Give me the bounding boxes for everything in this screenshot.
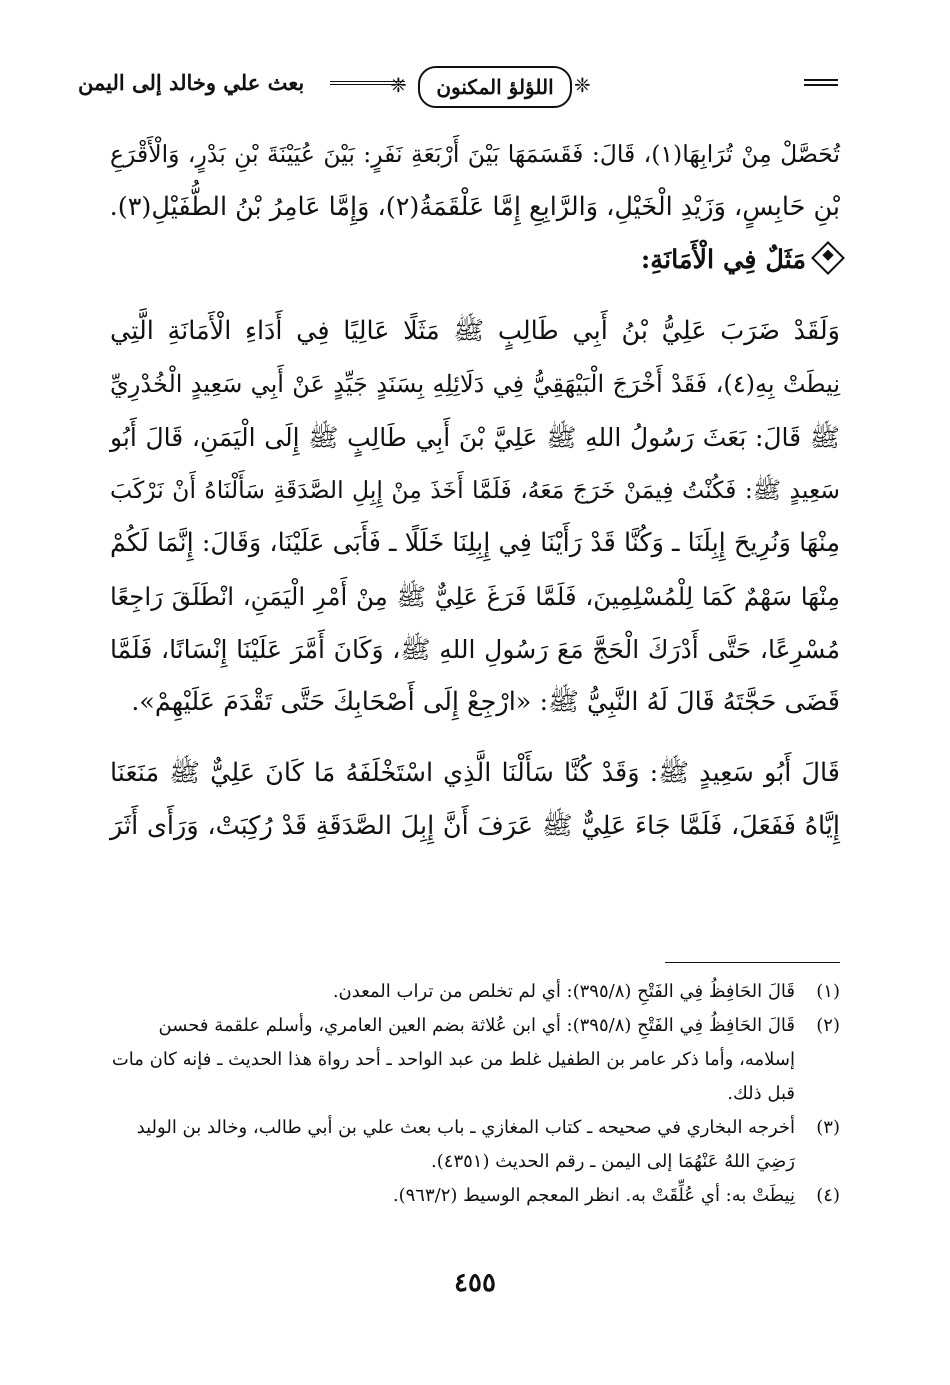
book-title	[418, 66, 572, 108]
footnote-text: قَالَ الحَافِظُ فِي الفَتْحِ (٣٩٥/٨): أي ابن عُلاثة بضم العين العامري، وأسلم علقمة فحسن إسلامه، وأما ذكر عامر بن الطفيل غلط من عبد الواحد ـ أحد رواة هذا الحديث ـ فإنه كان مات قبل ذلك.	[111, 1015, 795, 1104]
footnote	[110, 975, 840, 1009]
text-line: وَلَقَدْ ضَرَبَ عَلِيُّ بْنُ أَبِي طَالِبٍ ﷺ مَثَلًا عَالِيًا فِي أَدَاءِ الْأَمَانَةِ الَّتِي	[110, 316, 840, 346]
section-heading	[110, 234, 840, 287]
main-text	[110, 128, 840, 853]
footnote-separator	[665, 962, 840, 963]
running-header	[78, 66, 838, 106]
footnote-text: أخرجه البخاري في صحيحه ـ كتاب المغازي ـ باب بعث علي بن أبي طالب، وخالد بن الوليد رَضِيَ اللهُ عَنْهُمَا إلى اليمن ـ رقم الحديث (٤٣٥١).	[136, 1117, 795, 1172]
text-line: مُسْرِعًا، حَتَّى أَدْرَكَ الْحَجَّ مَعَ رَسُولِ اللهِ ﷺ، وَكَانَ أَمَّرَ عَلَيْنَا إِنْسَانًا، فَلَمَّا	[110, 635, 840, 664]
footnote-number: (٤)	[816, 1185, 840, 1206]
footnote-number: (١)	[816, 981, 840, 1002]
footnote-number: (٣)	[816, 1117, 840, 1138]
ornament-right-icon: ❈	[574, 73, 591, 97]
page-number: ٤٥٥	[454, 1268, 496, 1298]
text-line: تُحَصَّلْ مِنْ تُرَابِهَا(١)، قَالَ: فَقَسَمَهَا بَيْنَ أَرْبَعَةِ نَفَرٍ: بَيْنَ عُيَيْنَةَ بْنِ بَدْرٍ، وَالْأَقْرَعِ	[110, 140, 840, 168]
ornament-left-icon: ❈	[390, 73, 407, 97]
book-title-text: اللؤلؤ المكنون	[436, 75, 554, 99]
footnote-number: (٢)	[816, 1015, 840, 1036]
text-line: مِنْهَا وَنُرِيحَ إِبِلَنَا ـ وَكُنَّا قَدْ رَأَيْنَا فِي إِبِلِنَا خَلَلًا ـ فَأَبَى عَلَيْنَا، وَقَالَ: إِنَّمَا لَكُمْ	[110, 528, 840, 558]
footnote	[110, 1111, 840, 1179]
text-line: مِنْهَا سَهْمٌ كَمَا لِلْمُسْلِمِينَ، فَلَمَّا فَرَغَ عَلِيٌّ ﷺ مِنْ أَمْرِ الْيَمَنِ، انْطَلَقَ رَاجِعًا	[110, 582, 840, 611]
footnote-text: قَالَ الحَافِظُ فِي الفَتْحِ (٣٩٥/٨): أي لم تخلص من تراب المعدن.	[332, 981, 795, 1002]
section-heading-text: مَثَلٌ فِي الْأَمَانَةِ:	[640, 245, 806, 275]
footnote	[110, 1009, 840, 1111]
chapter-topic: بعث علي وخالد إلى اليمن	[78, 70, 305, 95]
text-line: سَعِيدٍ ﷺ: فَكُنْتُ فِيمَنْ خَرَجَ مَعَهُ، فَلَمَّا أَخَذَ مِنْ إِبِلِ الصَّدَقَةِ سَأَلْنَاهُ أَنْ نَرْكَبَ	[110, 476, 840, 504]
text-line: ﷺ قَالَ: بَعَثَ رَسُولُ اللهِ ﷺ عَلِيَّ بْنَ أَبِي طَالِبٍ ﷺ إِلَى الْيَمَنِ، قَالَ أَبُو	[110, 423, 840, 452]
header-rule-right	[804, 79, 838, 86]
footnotes	[110, 975, 840, 1213]
text-line: إِيَّاهُ فَفَعَلَ، فَلَمَّا جَاءَ عَلِيٌّ ﷺ عَرَفَ أَنَّ إِبِلَ الصَّدَقَةِ قَدْ رُكِبَتْ، وَرَأَى أَثَرَ	[110, 811, 840, 841]
text-line: قَضَى حَجَّتَهُ قَالَ لَهُ النَّبِيُّ ﷺ: «ارْجِعْ إِلَى أَصْحَابِكَ حَتَّى تَقْدَمَ عَلَيْهِمْ».	[131, 687, 840, 717]
text-line: بْنِ حَابِسٍ، وَزَيْدِ الْخَيْلِ، وَالرَّابِعِ إِمَّا عَلْقَمَةُ(٢)، وَإِمَّا عَامِرُ بْنُ الطُّفَيْلِ(٣).	[109, 192, 840, 222]
footnote-text: نِيطَتْ به: أي عُلِّقَتْ به. انظر المعجم الوسيط (٩٦٣/٢).	[392, 1185, 795, 1206]
diamond-bullet-icon	[811, 241, 845, 275]
text-line: نِيطَتْ بِهِ(٤)، فَقَدْ أَخْرَجَ الْبَيْهَقِيُّ فِي دَلَائِلِهِ بِسَنَدٍ جَيِّدٍ عَنْ أَبِي سَعِيدٍ الْخُدْرِيِّ	[110, 370, 841, 398]
footnote	[110, 1179, 840, 1213]
text-line: قَالَ أَبُو سَعِيدٍ ﷺ: وَقَدْ كُنَّا سَأَلْنَا الَّذِي اسْتَخْلَفَهُ مَا كَانَ عَلِيٌّ ﷺ مَنَعَنَا	[110, 758, 840, 788]
